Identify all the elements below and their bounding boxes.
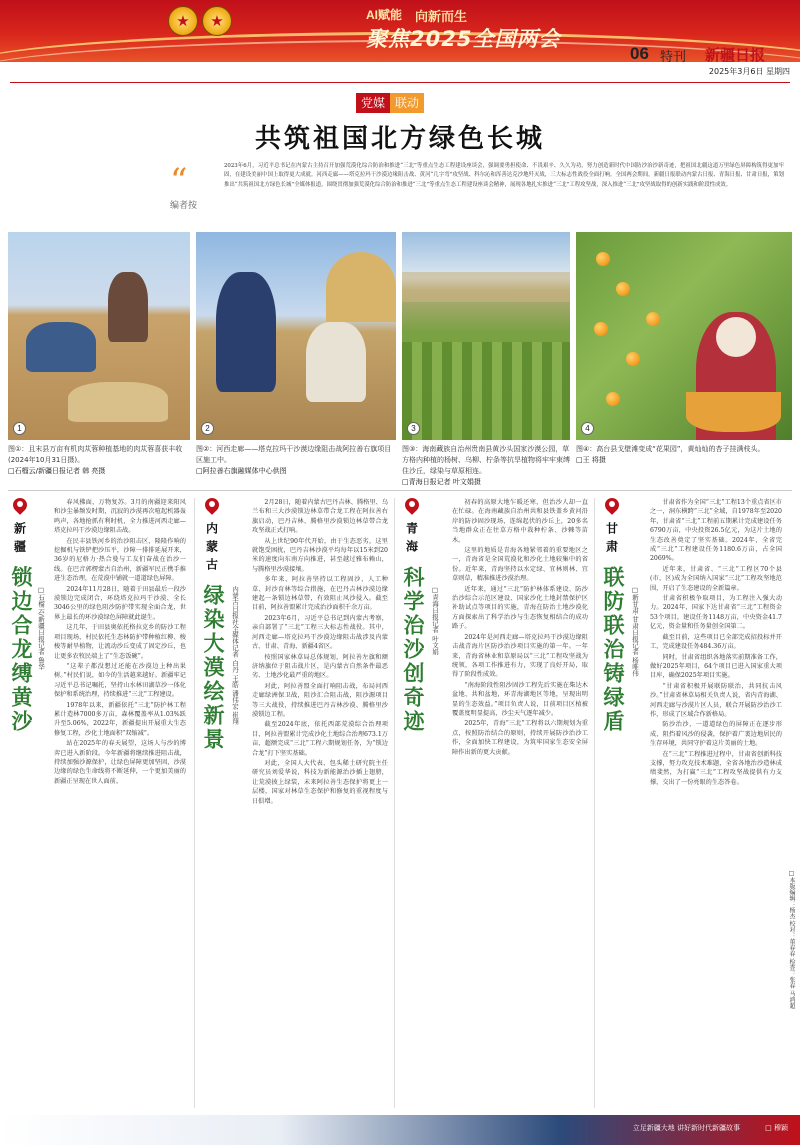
editor-credit: □本版编辑：杨杰 校对：董春春 检查：张春 马鸿超 xyxy=(788,870,795,1009)
column-head-qinghai xyxy=(398,498,426,734)
page-title: 共筑祖国北方绿色长城 xyxy=(254,124,545,154)
editor-note-label: 编者按 xyxy=(170,201,198,211)
photo-desert-workers xyxy=(196,232,396,440)
linkage-label-a: 党媒 xyxy=(356,93,390,113)
footer-slogan: 立足新疆大地 讲好新时代新疆故事 xyxy=(632,1124,740,1132)
page-date: 2025年3月6日 星期四 xyxy=(708,67,790,76)
paragraph: 多年来，阿拉善坚持以工程固沙、人工种草、封沙育林等综合措施，在巴丹吉林沙漠边缘建起一条锁边林草带，有效阻止风沙侵入。截至目前，阿拉善盟累计完成治沙面积千余万亩。 xyxy=(252,576,388,612)
column-divider xyxy=(594,498,595,1108)
ai-subtitle: 向新而生 xyxy=(415,10,468,25)
person-figure xyxy=(108,272,148,342)
footer-credit: □ 穆颖 xyxy=(765,1124,788,1132)
column-head-xinjiang xyxy=(6,498,34,734)
linkage-badge xyxy=(356,93,424,113)
caption-credit: □青海日报记者 叶文娟摄 xyxy=(402,478,481,486)
column-body xyxy=(54,498,186,787)
caption-credit: □阿拉善右旗融媒体中心供图 xyxy=(196,467,287,475)
paragraph: 从上世纪90年代开始，由于生态恶劣，这里就饱受困扰，巴丹吉林沙漠平均每年以15米到20米的速度向东南方向推进，甚至越过雅布赖山，与腾格里沙漠接壤。 xyxy=(252,537,388,573)
column-title: 科学治沙创奇迹 xyxy=(401,566,425,734)
paragraph: 对此，全国人大代表、包头稀土研究院主任研究员刘爱华说，科技为新能源治沙插上翅膀，让荒漠披上绿装，未来阿拉善生态保护将更上一层楼，国家对林草生态保护和修复的重视程度与日俱增。 xyxy=(252,759,388,805)
person-figure xyxy=(216,272,276,392)
caption-rule xyxy=(8,490,792,491)
photo-caption xyxy=(402,444,570,488)
editor-note-mark xyxy=(170,161,212,211)
apricot xyxy=(646,312,660,326)
page-meta xyxy=(630,44,790,78)
paragraph: 在“三北”工程推进过程中，甘肃省创新科技支撑，努力攻克技术难题，全省各地治沙造林成绩斐然，为打赢“三北”工程攻坚战提供有力支撑，交出了一份亮眼的生态答卷。 xyxy=(650,750,782,786)
location-pin-icon xyxy=(405,498,419,516)
paragraph: 防沙治沙，一道道绿色的屏障正在逐步形成，阻挡着风沙的侵袭，保护着广袤边地居民的生存环境，共同守护着这片美丽的土地。 xyxy=(650,721,782,748)
column-title: 绿染大漠绘新景 xyxy=(201,584,225,752)
column-divider xyxy=(394,498,395,1108)
location-pin-icon xyxy=(605,498,619,516)
paragraph: 2024年是河西走廊—塔克拉玛干沙漠边缘阻击战青海片区防沙治沙项目实施的第一年。一年来，青海省林业和草原局以“三北”工程攻坚战为统领，各项工作推进有力，实现了良好开局，取得了阶段性成效。 xyxy=(452,633,588,679)
paragraph: 春风拂面，万物复苏。3月的南疆迎来阳风和沙尘暴频发时期，沉寂的沙漠再次喧起机器轰鸣声，各地抢抓有利时机，全力推进河西走廊—塔克拉玛干沙漠边缘阻击战。 xyxy=(54,499,186,535)
region-name: 青海 xyxy=(404,522,419,558)
apricot xyxy=(606,392,620,406)
paragraph: 对此，阿拉善盟全面打响阻击战，布局河西走廊绿洲保卫战，阻沙汇合阻击战，阻沙源项目等三大战役，持续推进巴丹吉林沙漠、腾格里沙漠锁边工程。 xyxy=(252,682,388,718)
column-title: 锁边合龙缚黄沙 xyxy=(9,566,33,734)
column-head-inner-mongolia xyxy=(198,498,226,752)
location-pin-icon xyxy=(13,498,27,516)
cppcc-emblem-icon xyxy=(202,6,232,36)
paragraph: 同时，甘肃省组织各地落实前期准备工作，做好2025年项目，64个项目已进入国家重大项目库，确保2025年项目实施。 xyxy=(650,653,782,680)
apricot xyxy=(626,352,640,366)
caption-text: 图①：且末县万亩有机肉苁蓉种植基地的肉苁蓉喜获丰收(2024年10月31日摄)。 xyxy=(8,445,183,464)
caption-text: 图④：高台县戈壁滩变成“花果园”，黄灿灿的杏子挂满枝头。 xyxy=(576,445,765,453)
paragraph: 这里的地质是青海各地紧邻着的重要地区之一，青海省是全国荒漠化和沙化土地较集中的省份。近年来，青海坚持以水定绿、宜林则林、宜草则草，精准推进沙漠治理。 xyxy=(452,547,588,583)
column-byline: □新甘肃·甘肃日报记者 杨唯伟 xyxy=(631,586,639,677)
paragraph: 这几年，于田县奥依托格拉克乡的防沙工程项目现场，村民依托生态林防护带种植红柳、梭梭等耐旱植物，让流动沙丘变成了固定沙丘，也让更多农牧民端上了“生态饭碗”。 xyxy=(54,624,186,660)
paragraph: 在民丰县铁河乡的治沙阻击区，隆隆作响的挖掘机与铁铲把沙压平，沙障一排排延展开来，36岁的尼格力·热合曼与工友们奋战在治沙一线。在巴音郭楞蒙古自治州，新疆军民正携手推进生态治理，在荒漠中铺就一道道绿色屏障。 xyxy=(54,537,186,583)
paragraph: 2023年6月，习近平总书记到内蒙古考察，亲自部署了“三北”工程三大标志性战役。其中，河西走廊—塔克拉玛干沙漠边缘阻击战涉及内蒙古、甘肃、青海、新疆4省区。 xyxy=(252,614,388,651)
column-title: 联防联治铸绿盾 xyxy=(601,566,625,734)
column-body xyxy=(650,498,782,788)
region-name: 内蒙古 xyxy=(204,522,219,576)
editor-note-text: 2023年6月，习近平总书记在内蒙古主持召开加强荒漠化综合防治和推进“三北”等重点生态工程建设座谈会，强调要勇担使命、不畏艰辛、久久为功，努力创造新时代中国防沙治沙新奇迹，把祖国北疆这道万里绿色屏障构筑得更加牢固，在建设美丽中国上取得更大成就。河西走廊——塔克拉玛干沙漠边缘阻击战、黄河“几字弯”攻坚战、科尔沁和浑善达克沙地歼灭战，三大标志性战役全面打响。全国两会期间，新疆日报联动内蒙古日报、青海日报、甘肃日报，策划推出“共筑祖国北方绿色长城”全媒体报道，围绕贯彻加强荒漠化综合防治和推进“三北”等重点生态工程建设座谈会精神，展现各地扎实推进“三北”工程攻坚战，深入推进“三北”攻坚战取得的创新实践和阶段性成效。 xyxy=(224,163,784,188)
paper-name: 新疆日报 xyxy=(705,46,766,64)
photo-number: 2 xyxy=(201,422,214,435)
paragraph: 1978年以来，新疆依托“三北”防护林工程累计造林7000多万亩，森林覆盖率从1.03%跃升至5.06%，2022年，新疆提出开展重大生态修复工程，沙化土地面积“双缩减”。 xyxy=(54,701,186,737)
column-body xyxy=(252,498,388,807)
photo-number: 3 xyxy=(407,422,420,435)
paragraph: 2月28日，随着内蒙古巴丹吉林、腾格里、乌兰布和三大沙漠锁边林草带合龙工程在阿拉善右旗启动，巴丹吉林、腾格里沙漠锁边林草带合龙攻坚战正式打响。 xyxy=(252,499,388,535)
paragraph: “甘肃省积极开展联防联治，共同抗击风沙。”甘肃省林草局相关负责人说，省内青海湖、河西走廊与沙漠片区人员，联合开展防沙治沙工作，形成了区域合作新格局。 xyxy=(650,682,782,718)
shrub-grid xyxy=(402,342,570,440)
paragraph: 甘肃省作为全国“三北”工程13个重点省区市之一，洞东横跨“三北”全域，自1978年至2020年，甘肃省“三北”工程前五期累计完成建设任务6790万亩，中央投资26.5亿元，为这片土地的生态改善奠定了坚实基础。2024年，全省完成“三北”工程建设任务1180.6万亩，占全国2069%。 xyxy=(650,499,782,563)
photo-number: 4 xyxy=(581,422,594,435)
harvest-pile xyxy=(68,382,168,422)
caption-text: 图③：海南藏族自治州贵南县黄沙头国家沙漠公园，草方格内种植的杨树、乌柳、柠条等抗旱植物将牢牢束缚住沙丘，绿染与草原相连。 xyxy=(402,445,570,475)
national-emblem-icon xyxy=(168,6,198,36)
paragraph: 2024年11月28日，随着于田县最后一段沙漠锁边完成闭合，环绕塔克拉玛干沙漠、全长3046公里的绿色阻沙防护带实现全面合龙，世界上最长的环沙漠绿色屏障就此诞生。 xyxy=(54,585,186,621)
paragraph: 甘肃省积极争取项目，为工程注入强大动力。2024年，国家下达甘肃省“三北”工程资金53个项目，建设任务1148万亩，中央资金41.7亿元，资金量和任务量创全国第二。 xyxy=(650,595,782,631)
photo-cistanche-harvest xyxy=(8,232,190,440)
apricot xyxy=(616,282,630,296)
column-byline: □青海日报记者 叶文娟 xyxy=(431,586,439,655)
region-name: 甘肃 xyxy=(604,522,619,558)
caption-credit: □王 将摄 xyxy=(576,456,606,464)
ai-tag: AI赋能 xyxy=(366,8,403,22)
paragraph: 2025年，青海“三北”工程将以六期规划为重点，按照防治结合的原则，持续开展防沙治沙工作，全面加快工程建设，为筑牢国家生态安全屏障作出新的更大贡献。 xyxy=(452,720,588,756)
person-figure xyxy=(26,322,96,372)
paragraph: 站在2025年的春天展望，这场人与沙的博弈已进入新阶段。今年新疆将继续推进阻击战，持续加强沙源保护，让绿色屏障更加坚固，沙漠边缘的绿色生命线将不断延伸，一个更加美丽的新疆正呈现在世人面前。 xyxy=(54,740,186,785)
apricot xyxy=(596,252,610,266)
paragraph: 初春的高原大地乍暖还寒，但治沙人却一直在忙碌。在海南藏族自治州共和县铁盖乡黄河沿岸的防沙固沙现场，连绵起伏的沙丘上，20多名当地群众正在往草方格中栽种柠条、沙棘等苗木。 xyxy=(452,499,588,544)
paragraph: 截至2024年底，依托西部荒漠综合治理项目，阿拉善盟累计完成沙化土地综合治理673.1万亩，超额完成“三北”工程六期规划任务，为“锁边合龙”打下坚实基础。 xyxy=(252,721,388,757)
quote-icon: “ xyxy=(170,161,188,201)
paragraph: “南海阶段性阻沙固沙工程先后实施在柴达木盆地、共和盆地，环青海湖地区等地，呈现出明显的生态效益。”项目负责人说，目前项目区植被覆盖度明显提高，沙尘天气逐年减少。 xyxy=(452,681,588,717)
paragraph: 近年来，通过“三北”防护林体系建设、防沙治沙综合示范区建设、国家沙化土地封禁保护区补助试点等项目的实施，青海在防治土地沙漠化方面探索出了科学治沙与生态恢复相结合的成功路子。 xyxy=(452,585,588,631)
page-number: 06 xyxy=(630,44,649,63)
paragraph: 按照国家林草局总体规划，阿拉善左旗和额济纳旗位于阻击战片区，是内蒙古自然条件最恶劣、土地沙化最严重的地区。 xyxy=(252,653,388,680)
dune-band xyxy=(402,272,570,302)
column-byline: 内蒙古日报社全媒体记者 白丹 王皓 潘伟宏 崔翔 xyxy=(231,586,239,725)
photo-caption xyxy=(576,444,792,466)
footer-band xyxy=(0,1115,800,1145)
column-body xyxy=(452,498,588,758)
caption-text: 图②：河西走廊——塔克拉玛干沙漠边缘阻击战阿拉善右旗项目区施工中。 xyxy=(196,445,392,464)
header-rule xyxy=(10,82,790,83)
linkage-label-b: 联动 xyxy=(390,93,424,113)
apricot xyxy=(594,322,608,336)
photo-apricot-orchard xyxy=(576,232,792,440)
photo-sand-park xyxy=(402,232,570,440)
column-byline: □石榴云/新疆日报记者 鲁华 xyxy=(37,586,45,670)
paragraph: “这辈子都没想过还能在沙漠边上种出果树。”村民们说，如今的生活越来越好。新疆牢记习近平总书记嘱托，坚持山水林田湖草沙一体化保护和系统治理，持续推进“三北”工程建设。 xyxy=(54,662,186,699)
paragraph: 近年来，甘肃省、“三北”工程区70个县(市、区)成为全国纳入国家“三北”工程攻坚地范围，开启了生态建设的全新篇章。 xyxy=(650,565,782,592)
person-figure xyxy=(306,322,366,402)
column-divider xyxy=(194,498,195,1108)
paragraph: 截至目前，这些项目已全部完成招投标并开工，完成建设任务484.36万亩。 xyxy=(650,633,782,651)
photo-caption xyxy=(8,444,190,477)
region-name: 新疆 xyxy=(12,522,27,558)
headscarf xyxy=(716,317,756,357)
photo-caption xyxy=(196,444,396,477)
section-name: 特刊 xyxy=(660,50,687,65)
column-head-gansu xyxy=(598,498,626,734)
caption-credit: □石榴云/新疆日报记者 韩 亮摄 xyxy=(8,467,106,475)
location-pin-icon xyxy=(205,498,219,516)
apricot-basket xyxy=(686,392,781,432)
straw-bundle xyxy=(326,252,396,322)
banner-title: 聚焦2025全国两会 xyxy=(366,27,561,51)
photo-number: 1 xyxy=(13,422,26,435)
